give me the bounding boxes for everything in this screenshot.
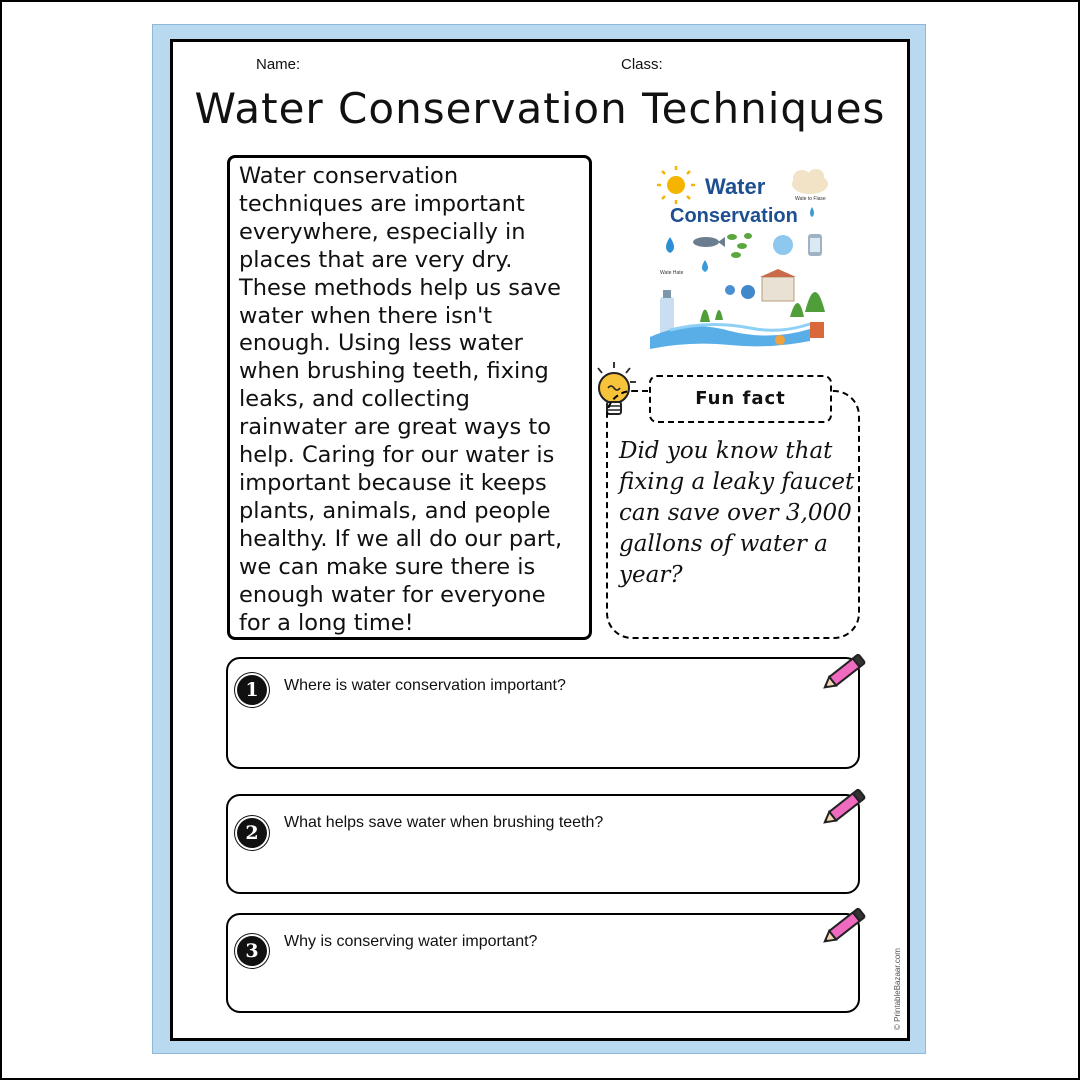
name-label: Name: xyxy=(256,56,301,73)
pencil-icon xyxy=(818,904,870,950)
reading-passage: Water conservation techniques are important everywhere, especially in places that are very dry. These methods help us save water when there isn't enough. Using less water when brushing teeth, fixing leaks, and collecting rainwater are great ways to help. Caring for our water is important because it keeps plants, animals, and people healthy. If we all do our part, we can make sure there is enough water for everyone for a long time! xyxy=(227,155,592,640)
question-2-number: 2 xyxy=(237,818,267,848)
fun-fact-text: Did you know that fixing a leaky faucet can save over 3,000 gallons of water a year? xyxy=(619,438,855,588)
illustration-heading-2: Conservation xyxy=(670,205,798,227)
sun-icon xyxy=(657,166,695,204)
question-2-answer-box[interactable] xyxy=(226,794,860,894)
page-title: Water Conservation Techniques xyxy=(194,84,886,133)
pencil-icon xyxy=(818,785,870,831)
question-2-text: What helps save water when brushing teeth? xyxy=(284,814,604,831)
question-1-answer-box[interactable] xyxy=(226,657,860,769)
water-drop-icon xyxy=(810,207,814,217)
question-1-text: Where is water conservation important? xyxy=(284,677,566,694)
illustration-heading-1: Water xyxy=(705,174,766,199)
pencil-icon xyxy=(818,650,870,696)
illustration-tiny-label-2: Wate Hate xyxy=(660,270,684,276)
question-1-number: 1 xyxy=(237,675,267,705)
fun-fact-label: Fun fact xyxy=(649,375,832,423)
class-label: Class: xyxy=(621,56,663,73)
question-3-number: 3 xyxy=(237,936,267,966)
illustration-tiny-label-1: Wate to Flase xyxy=(795,196,826,202)
water-conservation-illustration xyxy=(650,162,835,352)
question-3-text: Why is conserving water important? xyxy=(284,933,538,950)
question-3-answer-box[interactable] xyxy=(226,913,860,1013)
watermark: © PrintableBazaar.com xyxy=(893,948,902,1030)
water-drop-icon xyxy=(666,237,674,253)
cloud-icon xyxy=(792,169,828,194)
